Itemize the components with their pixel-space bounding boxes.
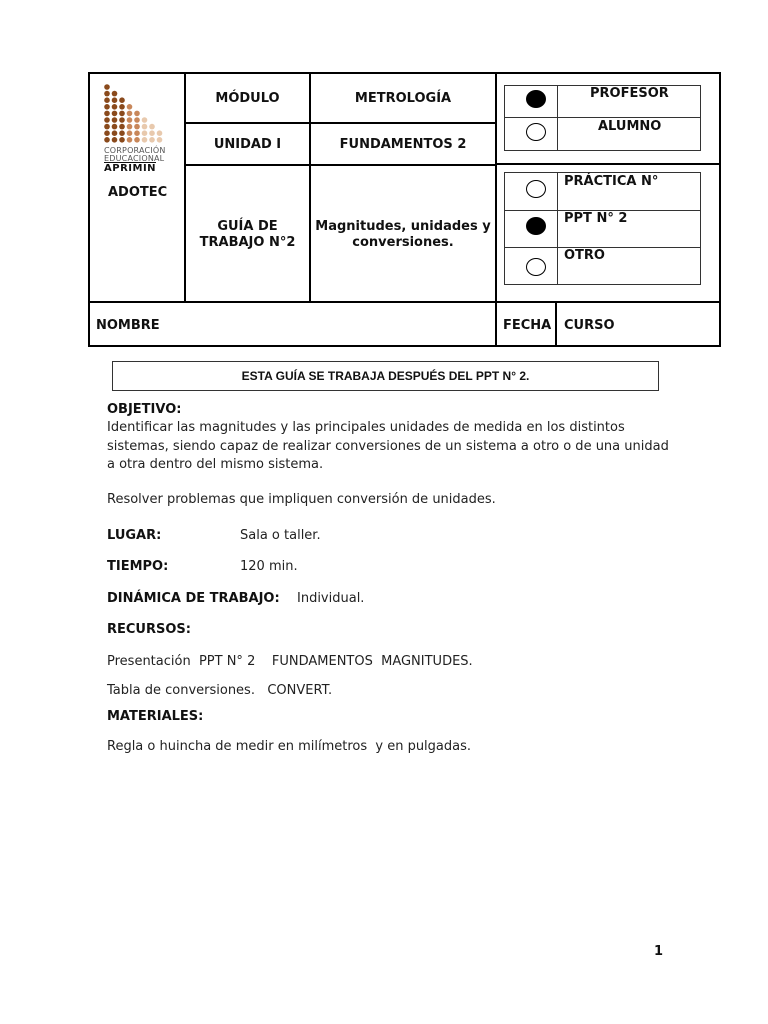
otro-radio[interactable] [526,258,546,276]
logo-dot [134,137,140,143]
guia-value-line1: Magnitudes, unidades y [315,219,491,234]
logo-line1: CORPORACIÓN [104,146,166,155]
logo-dot [104,97,110,103]
logo-dot [157,130,163,136]
logo-dot [119,130,125,136]
ppt-label: PPT N° 2 [564,211,628,226]
logo-icon [104,84,176,146]
logo-dot [119,97,125,103]
practica-label: PRÁCTICA N° [564,174,659,189]
logo-dot [104,84,110,90]
logo-dot [112,91,118,97]
objetivo-line3: a otra dentro del mismo sistema. [107,457,324,472]
logo-dot [104,117,110,123]
logo-dot [127,124,133,130]
logo-dot [119,117,125,123]
logo-dot [157,137,163,143]
logo-dot [119,124,125,130]
logo-line3: APRIMIN [104,163,157,174]
objetivo-line1: Identificar las magnitudes y las principales unidades de medida en los distintos [107,420,625,435]
logo-dot [112,117,118,123]
logo-dot [142,130,148,136]
logo-dot [112,97,118,103]
logo-dot [112,130,118,136]
ppt-radio[interactable] [526,217,546,235]
profesor-label: PROFESOR [590,86,669,101]
recursos-item1: Presentación PPT N° 2 FUNDAMENTOS MAGNITUDES. [107,654,473,669]
lugar-value: Sala o taller. [240,528,321,543]
guia-label [186,219,309,251]
logo-dot [112,111,118,117]
guia-value [311,219,495,251]
logo-dot [127,130,133,136]
logo-dot [127,104,133,110]
tiempo-value: 120 min. [240,559,298,574]
otro-label: OTRO [564,248,605,263]
logo-dot [149,137,155,143]
notice-text: ESTA GUÍA SE TRABAJA DESPUÉS DEL PPT N° 2. [241,369,530,383]
logo-dot [134,117,140,123]
recursos-item2: Tabla de conversiones. CONVERT. [107,683,333,698]
tiempo-label: TIEMPO: [107,559,169,574]
guia-label-line1: GUÍA DE [217,219,278,234]
profesor-radio[interactable] [526,90,546,108]
logo-dot [104,124,110,130]
logo-dot [119,104,125,110]
institution-logo [104,84,176,174]
logo-dot [112,137,118,143]
objetivo-label: OBJETIVO: [107,402,182,417]
header-table [88,72,721,347]
logo-dot [142,124,148,130]
logo-dot [134,124,140,130]
curso-label: CURSO [564,318,615,333]
logo-dot [134,111,140,117]
logo-dot [119,137,125,143]
logo-dot [149,124,155,130]
logo-dot [119,111,125,117]
recursos-label: RECURSOS: [107,622,191,637]
dinamica-value: Individual. [297,591,365,606]
logo-dot [104,104,110,110]
logo-dot [127,117,133,123]
page-number: 1 [654,944,664,959]
logo-dot [142,117,148,123]
materiales-item1: Regla o huincha de medir en milímetros y en pulgadas. [107,739,472,754]
modulo-value: METROLOGÍA [354,91,452,106]
logo-dot [104,111,110,117]
objetivo-line4: Resolver problemas que impliquen conversión de unidades. [107,492,496,507]
institution-name: ADOTEC [108,185,168,200]
guia-label-line2: TRABAJO N°2 [199,235,296,250]
logo-dot [104,137,110,143]
unidad-label: UNIDAD I [213,137,282,152]
dinamica-label: DINÁMICA DE TRABAJO: [107,591,280,606]
logo-dot [149,130,155,136]
unidad-value: FUNDAMENTOS 2 [339,137,467,152]
modulo-label: MÓDULO [215,91,280,106]
fecha-label: FECHA [503,318,552,333]
logo-dot [142,137,148,143]
materiales-label: MATERIALES: [107,709,204,724]
alumno-label: ALUMNO [598,119,662,134]
objetivo-line2: sistemas, siendo capaz de realizar conversiones de un sistema a otro o de una unidad [107,439,669,454]
practica-radio[interactable] [526,180,546,198]
lugar-label: LUGAR: [107,528,162,543]
logo-dot [104,130,110,136]
logo-dot [127,111,133,117]
logo-dot [134,130,140,136]
logo-dot [112,104,118,110]
notice-box [112,361,659,391]
logo-dot [127,137,133,143]
alumno-radio[interactable] [526,123,546,141]
logo-dot [112,124,118,130]
guia-value-line2: conversiones. [352,235,454,250]
logo-line2: EDUCACIONAL [104,154,165,163]
logo-dot [104,91,110,97]
nombre-label: NOMBRE [96,318,160,333]
